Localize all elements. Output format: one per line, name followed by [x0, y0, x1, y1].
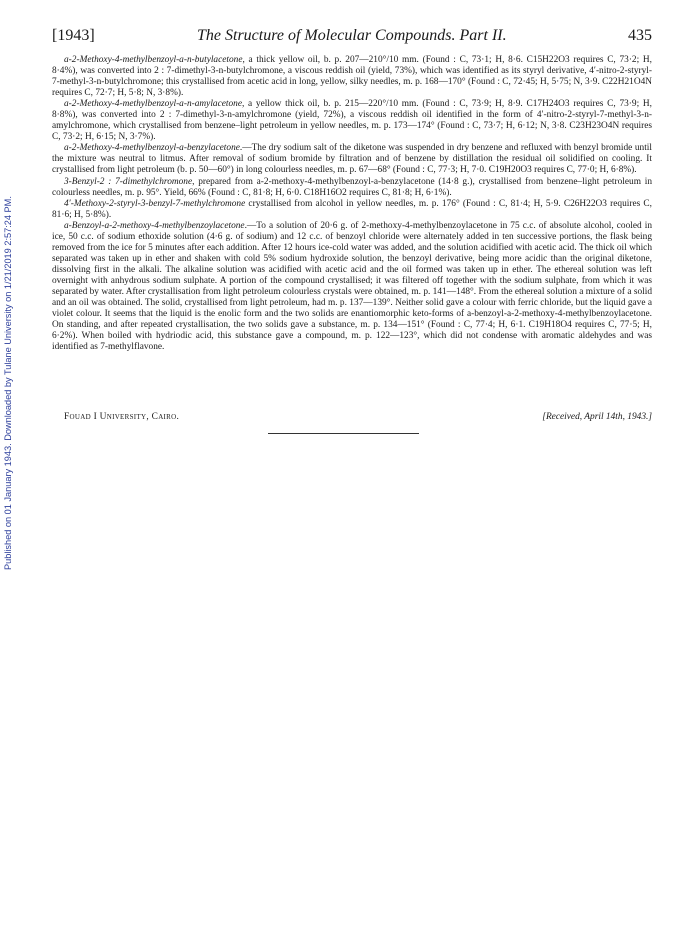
paragraph-text: , a thick yellow oil, b. p. 207—210°/10 mm. (Found : C, 73·1; H, 8·6. C15H22O3 requires C, 73·2; H, 8·4%), was converted into 2 : 7-dimethyl-3-n-butylchromone, a viscous reddish oil (yield, 73%), which was identified as its styryl derivative, 4′-nitro-2-styryl-7-methyl-3-n-butylchromone; this crystallised from acetic acid in long, yellow, silky needles, m. p. 168—170° (Found : C, 72·45; H, 5·75; N, 3·9. C22H21O4N requires C, 72·7; H, 5·8; N, 3·8%). [52, 55, 652, 99]
header-year: [1943] [52, 27, 95, 44]
paragraph-text: , prepared from a-2-methoxy-4-methylbenzoyl-a-benzylacetone (14·8 g.), crystallised from benzene–light petroleum in colourless needles, m. p. 95°. Yield, 66% (Found : C, 81·8; H, 6·0. C18H16O2 requires C, 81·8; H, 6·1%). [52, 176, 653, 198]
paragraph-text: crystallised from alcohol in yellow needles, m. p. 176° (Found : C, 81·4; H, 5·9. C26H22O3 requires C, 81·6; H, 5·8%). [52, 198, 652, 220]
paragraph-text: , a yellow thick oil, b. p. 215—220°/10 mm. (Found : C, 73·9; H, 8·9. C17H24O3 requires C, 73·9; H, 8·8%), was converted into 2 : 7-dimethyl-3-n-amylchromone (yield, 72%), a viscous reddish oil identified in the form of 4′-nitro-2-styryl-7-methyl-3-n-amylchromone, which crystallised from benzene–light petroleum in yellow needles, m. p. 173—174° (Found : C, 73·7; H, 6·12; N, 3·8. C23H23O4N requires C, 73·2; H, 6·15; N, 3·7%). [52, 99, 652, 143]
received-date: [Received, April 14th, 1943.] [542, 412, 652, 422]
article-footer [52, 412, 652, 426]
compound-name: a-2-Methoxy-4-methylbenzoyl-a-benzylacetone [64, 143, 240, 154]
page-number: 435 [628, 27, 652, 44]
compound-name: 3-Benzyl-2 : 7-dimethylchromone [64, 176, 193, 187]
compound-name: a-2-Methoxy-4-methylbenzoyl-a-n-butylacetone [64, 55, 243, 65]
publication-stamp-text: Published on 01 January 1943. Downloaded by Tulane University on 1/21/2019 2:57:24 PM. [3, 196, 13, 570]
header-title: The Structure of Molecular Compounds. Part II. [197, 27, 507, 44]
paragraph-benzylacetone [52, 143, 652, 176]
compound-name: a-Benzoyl-a-2-methoxy-4-methylbenzoylacetone [64, 220, 245, 231]
paragraph-butylacetone [52, 55, 652, 99]
compound-name: a-2-Methoxy-4-methylbenzoyl-a-n-amylacetone [64, 99, 242, 110]
affiliation: Fouad I University, Cairo. [64, 412, 180, 422]
paragraph-text: .—To a solution of 20·6 g. of 2-methoxy-4-methylbenzoylacetone in 75 c.c. of absolute alcohol, cooled in ice, 50 c.c. of sodium ethoxide solution (4·6 g. of sodium) and 12 c.c. of benzoyl chloride were alternately added in ten successive portions, the flask being removed from the ice for 5 minutes after each addition. After 12 hours ice-cold water was added, and the solution acidified with acetic acid. The thick oil which separated was taken up in ether and shaken with cold 5% sodium hydroxide solution, the benzoyl derivative, being more acidic than the original diketone, dissolving first in the alkali. The alkaline solution was acidified with acetic acid and the oil formed was taken up in ether. The ethereal solution was left overnight with anhydrous sodium sulphate. A portion of the compound crystallised; it was filtered off together with the sodium sulphate, from which it was separated by water. After crystallisation from light petroleum colourless crystals were obtained, m. p. 141—148°. From the ethereal solution a mixture of a solid and an oil was obtained. The solid, crystallised from light petroleum, had m. p. 137—139°. Neither solid gave a colour with ferric chloride, but the liquid gave a violet colour. It seems that the liquid is the enolic form and the two solids are enantiomorphic keto-forms of a-benzoyl-a-2-methoxy-4-methylbenzoylacetone. On standing, and after repeated crystallisation, the two solids gave a substance, m. p. 134—151° (Found : C, 77·4; H, 6·1. C19H18O4 requires C, 77·5; H, 6·2%). When boiled with hydriodic acid, this substance gave a compound, m. p. 122—123°, which did not condense with aromatic aldehydes and was identified as 7-methylflavone. [52, 220, 652, 353]
paragraph-amylacetone [52, 99, 652, 143]
article-body [52, 55, 652, 353]
paragraph-benzylchromone [52, 177, 652, 199]
publication-stamp [2, 150, 16, 570]
end-rule [268, 433, 419, 434]
running-header [52, 27, 652, 47]
paragraph-styrylchromone [52, 199, 652, 221]
compound-name: 4′-Methoxy-2-styryl-3-benzyl-7-methylchromone [64, 198, 246, 209]
paragraph-benzoylacetone [52, 221, 652, 354]
paragraph-text: .—The dry sodium salt of the diketone was suspended in dry benzene and refluxed with benzyl bromide until the mixture was neutral to litmus. After removal of sodium bromide by filtration and of benzene by distillation the residual oil solidified on cooling. It crystallised from light petroleum (b. p. 50—60°) in long colourless needles, m. p. 67—68° (Found : C, 77·3; H, 7·0. C19H20O3 requires C, 77·0; H, 6·8%). [52, 143, 652, 176]
